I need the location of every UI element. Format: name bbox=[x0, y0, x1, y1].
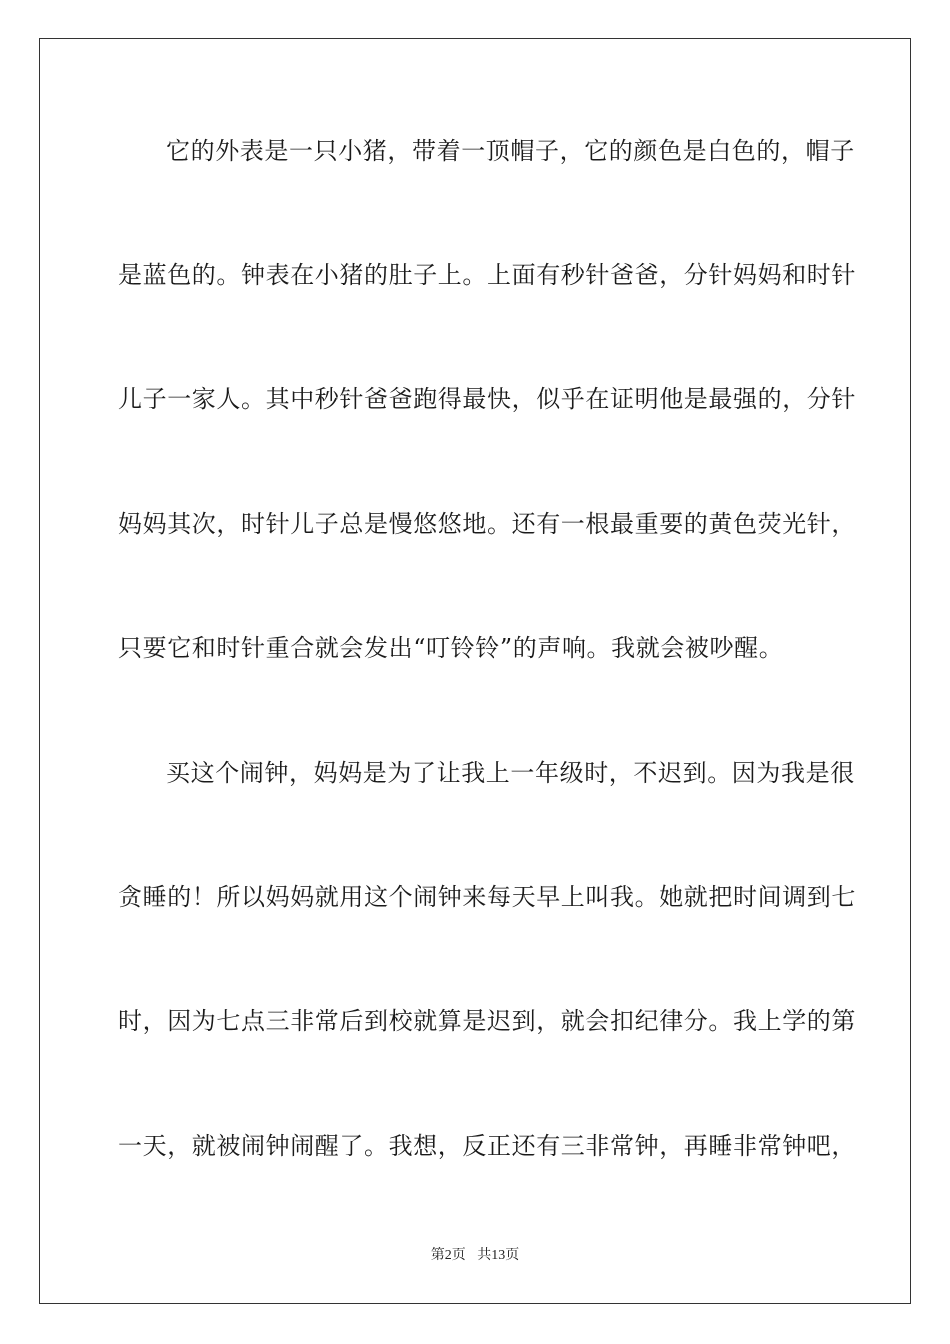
paragraph-1-line-2: 是蓝色的。钟表在小猪的肚子上。上面有秒针爸爸，分针妈妈和时针 bbox=[118, 261, 856, 289]
paragraph-1-line-3: 儿子一家人。其中秒针爸爸跑得最快，似乎在证明他是最强的，分针 bbox=[118, 385, 856, 413]
paragraph-2-line-2: 贪睡的！所以妈妈就用这个闹钟来每天早上叫我。她就把时间调到七 bbox=[118, 883, 856, 911]
paragraph-2-line-3: 时，因为七点三非常后到校就算是迟到，就会扣纪律分。我上学的第 bbox=[118, 1007, 856, 1035]
page-number: 第2页 bbox=[430, 1248, 466, 1263]
paragraph-1-line-1: 它的外表是一只小猪，带着一顶帽子，它的颜色是白色的，帽子 bbox=[166, 137, 855, 165]
paragraph-2-line-1: 买这个闹钟，妈妈是为了让我上一年级时，不迟到。因为我是很 bbox=[166, 759, 855, 787]
page-footer bbox=[0, 1247, 950, 1265]
page-border bbox=[39, 38, 911, 1304]
paragraph-2-line-4: 一天，就被闹钟闹醒了。我想，反正还有三非常钟，再睡非常钟吧， bbox=[118, 1132, 856, 1160]
paragraph-1-line-5: 只要它和时针重合就会发出“叮铃铃”的声响。我就会被吵醒。 bbox=[118, 634, 784, 662]
page-total: 共13页 bbox=[477, 1248, 520, 1263]
paragraph-1-line-4: 妈妈其次，时针儿子总是慢悠悠地。还有一根最重要的黄色荧光针， bbox=[118, 510, 856, 538]
